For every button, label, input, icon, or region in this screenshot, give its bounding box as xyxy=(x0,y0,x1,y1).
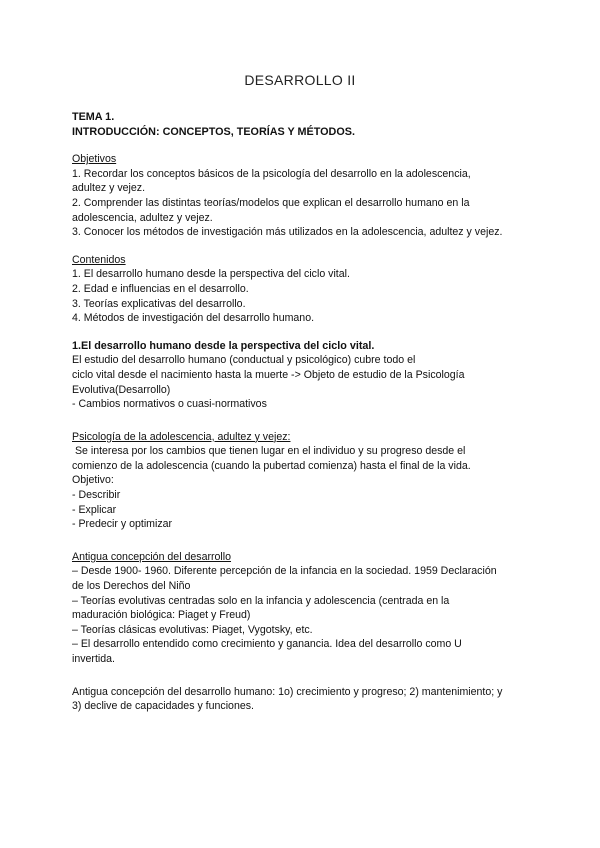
objetivos-heading: Objetivos xyxy=(72,153,117,166)
contenidos-line: 2. Edad e influencias en el desarrollo. xyxy=(72,282,249,295)
section1-line: - Cambios normativos o cuasi-normativos xyxy=(72,398,267,411)
objetivos-line: 2. Comprender las distintas teorías/modelos que explican el desarrollo humano en la xyxy=(72,196,470,209)
psicologia-heading: Psicología de la adolescencia, adultez y vejez: xyxy=(72,430,291,443)
tema-subtitle: INTRODUCCIÓN: CONCEPTOS, TEORÍAS Y MÉTODOS. xyxy=(72,125,355,138)
antigua-line: – Teorías evolutivas centradas solo en la infancia y adolescencia (centrada en la xyxy=(72,594,450,607)
psicologia-line: - Explicar xyxy=(72,503,117,516)
antigua-line: – Desde 1900- 1960. Diferente percepción de la infancia en la sociedad. 1959 Declaración xyxy=(72,565,497,578)
antigua-heading: Antigua concepción del desarrollo xyxy=(72,550,232,563)
document-body xyxy=(72,110,532,714)
section1-line: ciclo vital desde el nacimiento hasta la muerte -> Objeto de estudio de la Psicología xyxy=(72,368,465,381)
tema-heading: TEMA 1. xyxy=(72,111,115,123)
objetivos-line: adolescencia, adultez y vejez. xyxy=(72,211,213,224)
contenidos-line: 1. El desarrollo humano desde la perspectiva del ciclo vital. xyxy=(72,268,350,281)
contenidos-line: 4. Métodos de investigación del desarrollo humano. xyxy=(72,312,315,325)
objetivos-line: adultez y vejez. xyxy=(72,182,146,195)
document-title: DESARROLLO II xyxy=(244,72,356,88)
psicologia-line: Se interesa por los cambios que tienen lugar en el individuo y su progreso desde el xyxy=(72,445,466,458)
contenidos-heading: Contenidos xyxy=(72,253,126,266)
antigua-line: de los Derechos del Niño xyxy=(72,580,191,593)
psicologia-line: - Describir xyxy=(72,489,121,502)
section1-line: Evolutiva(Desarrollo) xyxy=(72,383,171,396)
closing-line: Antigua concepción del desarrollo humano: 1o) crecimiento y progreso; 2) mantenimiento; y xyxy=(72,685,503,698)
objetivos-line: 3. Conocer los métodos de investigación más utilizados en la adolescencia, adultez y vejez. xyxy=(72,226,503,239)
antigua-line: – Teorías clásicas evolutivas: Piaget, Vygotsky, etc. xyxy=(72,623,313,636)
section1-heading: 1.El desarrollo humano desde la perspectiva del ciclo vital. xyxy=(72,339,375,352)
psicologia-line: comienzo de la adolescencia (cuando la pubertad comienza) hasta el final de la vida. xyxy=(72,459,471,472)
closing-line: 3) declive de capacidades y funciones. xyxy=(72,700,254,713)
psicologia-line: - Predecir y optimizar xyxy=(72,518,173,531)
antigua-line: – El desarrollo entendido como crecimiento y ganancia. Idea del desarrollo como U xyxy=(72,638,462,651)
antigua-line: maduración biológica: Piaget y Freud) xyxy=(72,609,251,622)
contenidos-line: 3. Teorías explicativas del desarrollo. xyxy=(72,297,246,310)
psicologia-line: Objetivo: xyxy=(72,474,114,487)
section1-line: El estudio del desarrollo humano (conductual y psicológico) cubre todo el xyxy=(72,354,416,367)
objetivos-line: 1. Recordar los conceptos básicos de la psicología del desarrollo en la adolescencia, xyxy=(72,167,471,180)
antigua-line: invertida. xyxy=(72,653,115,665)
